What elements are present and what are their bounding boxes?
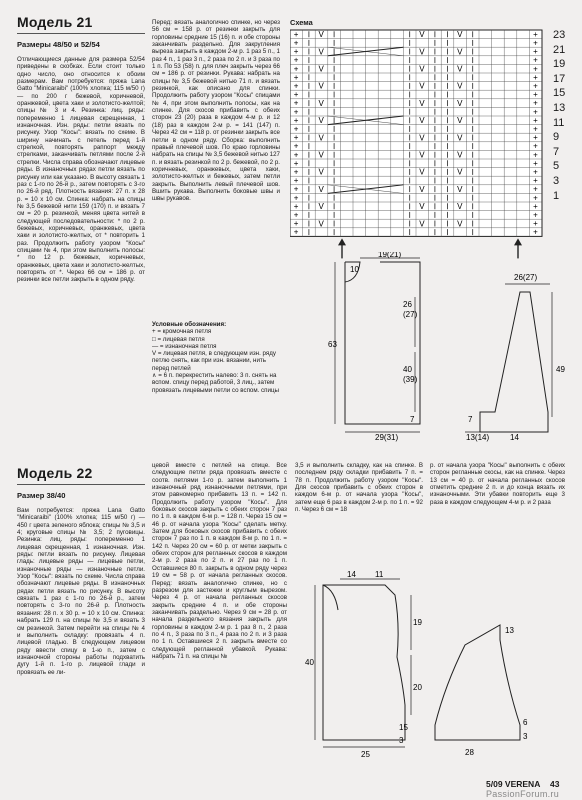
legend-line: V = лицевая петля, в следующем изн. ряду петлю снять, как при изн. вязании, нить перед петлей [152,350,276,372]
edge-stitch-symbol: + [533,29,538,39]
edge-stitch-symbol: + [293,115,299,125]
edge-stitch-symbol: + [533,210,538,220]
slip-stitch-symbol: V [318,30,324,40]
sleeve-outline [480,292,548,432]
slip-stitch-symbol: V [457,167,463,177]
edge-stitch-symbol: + [533,55,538,65]
edge-stitch-symbol: + [293,55,299,65]
slip-stitch-symbol: V [419,98,425,108]
dim-label: 6 [523,718,528,727]
page-number: 43 [550,779,560,789]
edge-stitch-symbol: + [533,141,538,151]
edge-stitch-symbol: + [533,201,538,211]
dim-label: (27) [403,310,418,319]
model-22-text-col4: р. от начала узора "Косы" выполнить с обеих сторон регланные скосы, как на спинке. Через 13 см = 40 р. от начала регланных скосов отметить средние 2 п. и до конца вязать их изнаночными. Эти убавки повторить еще 3 раза в каждом следующем 4-м р. и 2 раза [430,462,565,506]
slip-stitch-symbol: V [318,98,324,108]
model-22-text-col2: цевой вместе с петлей на спице. Все следующие петли ряда провязать вместе с соотв. петлями 1-го р. затем выполнить 1 изнаночный ряд изнаночными петлями, при этом равномерно прибавить 13 п. = 142 п. Продолжить работу узором "Косы". Для боковых скосов закрыть с обеих сторон 7 раз по 1 п. в каждом 6-м р. = 128 п. Через 15 см = 46 р. от начала узора "Косы" сделать метку. Затем для боковых скосов прибавить с обеих сторон 7 раз по 1 п. в каждом 8-м р. по 1 п. = 142 п. Через 20 см = 60 р. от метки закрыть с обеих сторон для регланных скосов в каждом 2-м р. 2 раза по 2 п. и 27 раз по 1 п. Оставшиеся 80 п. закрыть в одном ряду через 19 см = 58 р. от начала регланных скосов. Перед: вязать аналогично спинке, но с разрезом для застежки и круглым вырезом. Через 4 р. от начала регланных скосов закрыть средние 4 п. и обе стороны заканчивать раздельно. Через 9 см = 28 р. от начала раздельного вязания закрыть для горловины в каждом 2-м р. 1 раз 8 п., 2 раза по 4 п., 3 раза по 3 п., 4 раза по 2 п. и 3 раза по 1 п. Оставшиеся 2 п. закрыть вместе со следующей регланной убавкой. Рукава: набрать 71 п. на спицы № [152,462,287,660]
slip-stitch-symbol: V [318,64,324,74]
edge-stitch-symbol: + [293,38,299,48]
dim-label: 26(27) [514,273,538,282]
dim-label: 7 [468,415,473,424]
legend-title: Условные обозначения: [152,321,227,328]
dim-label: 19(21) [378,252,402,259]
slip-stitch-symbol: V [457,150,463,160]
dim-label: 13 [505,626,514,635]
edge-stitch-symbol: + [293,176,299,186]
slip-stitch-symbol: V [318,133,324,143]
slip-stitch-symbol: V [419,150,425,160]
slip-stitch-symbol: V [457,98,463,108]
edge-stitch-symbol: + [533,38,538,48]
edge-stitch-symbol: + [293,81,299,91]
slip-stitch-symbol: V [457,202,463,212]
slip-stitch-symbol: V [419,167,425,177]
slip-stitch-symbol: V [457,47,463,57]
watermark: PassionForum.ru [486,789,560,799]
model-21-sizes: Размеры 48/50 и 52/54 [17,40,100,49]
model-22-sizes: Размер 38/40 [17,491,66,500]
edge-stitch-symbol: + [293,133,299,143]
edge-stitch-symbol: + [533,133,538,143]
slip-stitch-symbol: V [419,47,425,57]
slip-stitch-symbol: V [457,81,463,91]
edge-stitch-symbol: + [293,64,299,74]
slip-stitch-symbol: V [457,64,463,74]
dim-label: 40 [403,365,412,374]
edge-stitch-symbol: + [293,107,299,117]
legend [152,321,280,394]
edge-stitch-symbol: + [533,47,538,57]
dim-label: 3 [399,736,404,745]
dim-label: 7 [410,415,415,424]
edge-stitch-symbol: + [533,184,538,194]
slip-stitch-symbol: V [318,116,324,126]
dim-label: 25 [361,750,370,759]
slip-stitch-symbol: V [419,219,425,229]
edge-stitch-symbol: + [533,90,538,100]
edge-stitch-symbol: + [293,227,299,237]
edge-stitch-symbol: + [293,167,299,177]
legend-line: ∧ = 6 п. перекрестить налево: 3 п. снять на вспом. спицу перед работой, 3 лиц., затем провязать лицевыми петли со вспом. спицы [152,372,279,394]
legend-line: + = кромочная петля [152,328,212,336]
edge-stitch-symbol: + [533,193,538,203]
dim-label: (39) [403,375,418,384]
edge-stitch-symbol: + [533,115,538,125]
edge-stitch-symbol: + [533,219,538,229]
body-outline [323,585,405,740]
slip-stitch-symbol: V [419,133,425,143]
legend-line: □ = лицевая петля [152,335,205,343]
slip-stitch-symbol: V [419,64,425,74]
model-22-text-col3: 3,5 и выполнить складку, как на спинке. В последнем ряду складки прибавить 7 п. = 78 п. Продолжить работу узором "Косы". Для скосов прибавить с обеих сторон в каждом 6-м р. от начала узора "Косы", затем еще 6 раз в каждом 2-м р. по 1 п. = 92 п. Через 6 см = 18 [295,462,423,514]
schema-title: Схема [290,18,313,27]
dim-label: 49 [556,365,565,374]
edge-stitch-symbol: + [293,124,299,134]
edge-stitch-symbol: + [533,176,538,186]
slip-stitch-symbol: V [419,30,425,40]
slip-stitch-symbol: V [457,133,463,143]
pattern-diagram-2 [295,565,580,765]
edge-stitch-symbol: + [533,167,538,177]
edge-stitch-symbol: + [293,47,299,57]
edge-stitch-symbol: + [293,193,299,203]
dim-label: 40 [305,658,314,667]
model-21-text-col2: Перед: вязать аналогично спинке, но через 56 см = 158 р. от резинки закрыть для горловины средние 15 (16) п. и обе стороны заканчивать раздельно. Для закругления выреза закрыть в каждом 2-м р. 1 раз 5 п., 1 раз 4 п., 1 раз 3 п., 2 раза по 2 п. и 3 раза по 1 п. По 53 (58) п. для плеч закрыть через 66 см = 186 р. от резинки. Рукава: набрать на спицы № 3,5 бежевой нитью 71 п. и вязать резинкой, как описано для спинки. Продолжить работу узором "Косы" спицами № 4, при этом выполнить полосы, как на спинке. Для скосов прибавить с обеих сторон 23 (20) раза в каждом 4-м р. и 12 (18) раз в каждом 2-м р. = 141 (147) п. Через 42 см = 118 р. от резинки закрыть все петли в одном ряду. Сборка: выполнить правый плечевой шов. По краю горловины набрать на спицы № 3,5 бежевой нитью 127 п. и вязать резинкой по 2 р. бежевой, по 2 р. коричневых, оранжевых, цвета хаки, золотисто-желтых и бежевых, затем петли закрыть. Выполнить левый плечевой шов. Вшить рукава. Выполнить боковые швы и швы рукавов. [152,19,280,203]
edge-stitch-symbol: + [533,158,538,168]
dim-label: 19 [413,618,422,627]
footer-issue: 5/09 VERENA [486,779,541,789]
dim-label: 14 [510,433,519,442]
slip-stitch-symbol: V [318,167,324,177]
dim-label: 10 [350,265,359,274]
slip-stitch-symbol: V [318,150,324,160]
edge-stitch-symbol: + [533,227,538,237]
dim-label: 13(14) [466,433,490,442]
repeat-arrow-head [514,238,522,245]
row-numbers-right: 23 21 19 17 15 13 11 9 7 5 3 1 [553,29,566,202]
slip-stitch-symbol: V [318,219,324,229]
dim-label: 26 [403,300,412,309]
legend-line: — = изнаночная петля [152,342,217,350]
slip-stitch-symbol: V [318,47,324,57]
edge-stitch-symbol: + [293,72,299,82]
repeat-arrow-head [338,238,346,245]
edge-stitch-symbol: + [533,64,538,74]
edge-stitch-symbol: + [293,210,299,220]
model-22-title: Модель 22 [17,465,93,481]
body-outline [345,262,420,424]
edge-stitch-symbol: + [533,150,538,160]
edge-stitch-symbol: + [293,29,299,39]
slip-stitch-symbol: V [457,116,463,126]
model-22-text-col1: Вам потребуется: пряжа Lana Gatto "Minicaraibi" (100% хлопка; 115 м/50 г) — 450 г цвета зеленого яблока; спицы № 3,5 и 4; круговые спицы № 3,5; 2 пуговицы. Резинка: лиц. ряды: попеременно 1 лицевая скрещенная, 1 изнаночная. Изн. ряды: петли вязать по рисунку. Лицевая гладь: лицевые ряды — лицевые петли, изнаночные ряды — изнаночные петли. Узор "Косы": вязать по схеме. Числа справа обозначают лицевые ряды. В изнаночных рядах петли вязать по рисунку. В высоту связать 1 раз с 1-го по 26-й р., затем повторять с 3-го по 26-й р. Плотность вязания: 28 п. х 30 р. = 10 х 10 см. Спинка: набрать 129 п. на спицы № 3,5 и вязать 3 см резинкой. Затем перейти на спицы № 4 и выполнить складку: провязать 4 п. лицевой гладью. В следующем лицевом ряду ввести спицу в 1-ю п., затем с изнаночной стороны работы подхватить дугу 1-й п. 1-го р. лицевой глади и провязать ее ли- [17,507,145,676]
knitting-chart [290,28,550,263]
slip-stitch-symbol: V [318,81,324,91]
slip-stitch-symbol: V [419,184,425,194]
edge-stitch-symbol: + [293,184,299,194]
edge-stitch-symbol: + [533,124,538,134]
slip-stitch-symbol: V [419,81,425,91]
slip-stitch-symbol: V [457,219,463,229]
slip-stitch-symbol: V [318,184,324,194]
dim-label: 63 [328,340,337,349]
dim-label: 29(31) [375,433,399,442]
edge-stitch-symbol: + [533,81,538,91]
title-underline [17,484,145,485]
title-underline [17,33,145,34]
edge-stitch-symbol: + [293,141,299,151]
model-21-text-col1: Отличающиеся данные для размера 52/54 приведены в скобках. Если стоит только одно число, оно относится к обоим размерам. Вам потребуется: пряжа Lana Gatto "Minicaraibi" (100% хлопка; 115 м/50 г) — по 200 г бежевой, коричневой, оранжевой, цвета хаки и золотисто-желтой; спицы № 3 и 4. Резинка: лиц. ряды: попеременно 1 лицевая скрещенная, 1 изнаночная. Изн. ряды: петли вязать по рисунку. Узор "Косы": вязать по схеме. В ширину начинать с петель перед 1-й стрелкой, повторять раппорт между стрелками, заканчивать петлями после 2-й стрелки. Числа справа обозначают лицевые ряды. В изнаночных рядах петли вязать по рисунку или как указано. В высоту связать 1 раз с 1-го по 26-й р., затем повторять с 3-го по 26-й ряд. Плотность вязания: 27 п. х 28 р. = 10 х 10 см. Спинка: набрать на спицы № 3,5 бежевой нити 159 (170) п. и вязать 7 см = 20 р. резинкой, меняя цвета нитей в следующей последовательности: * по 2 р. бежевых, коричневых, оранжевых, цвета хаки и золотисто-желтых, от * повторить 1 раз. Продолжить работу узором "Косы" спицами № 4, при этом выполнить полосы: * по 12 р. бежевых, коричневых, оранжевых, цвета хаки и золотисто-желтых, повторять от *. Через 66 см = 186 р. от резинки все петли закрыть в одном ряду. [17,56,145,284]
dim-label: 28 [465,748,474,757]
edge-stitch-symbol: + [293,158,299,168]
slip-stitch-symbol: V [457,30,463,40]
edge-stitch-symbol: + [533,72,538,82]
edge-stitch-symbol: + [293,90,299,100]
slip-stitch-symbol: V [419,202,425,212]
dim-label: 3 [523,732,528,741]
dim-label: 15 [399,723,408,732]
edge-stitch-symbol: + [533,107,538,117]
dim-label: 14 [347,570,356,579]
edge-stitch-symbol: + [293,201,299,211]
edge-stitch-symbol: + [293,150,299,160]
slip-stitch-symbol: V [419,116,425,126]
dim-label: 11 [375,570,384,579]
edge-stitch-symbol: + [533,98,538,108]
dim-label: 20 [413,683,422,692]
edge-stitch-symbol: + [293,98,299,108]
model-21-title: Модель 21 [17,14,93,30]
edge-stitch-symbol: + [293,219,299,229]
slip-stitch-symbol: V [457,184,463,194]
slip-stitch-symbol: V [318,202,324,212]
neck-curve [323,585,338,610]
pattern-diagram-1 [290,252,582,452]
sleeve-outline [435,625,520,740]
